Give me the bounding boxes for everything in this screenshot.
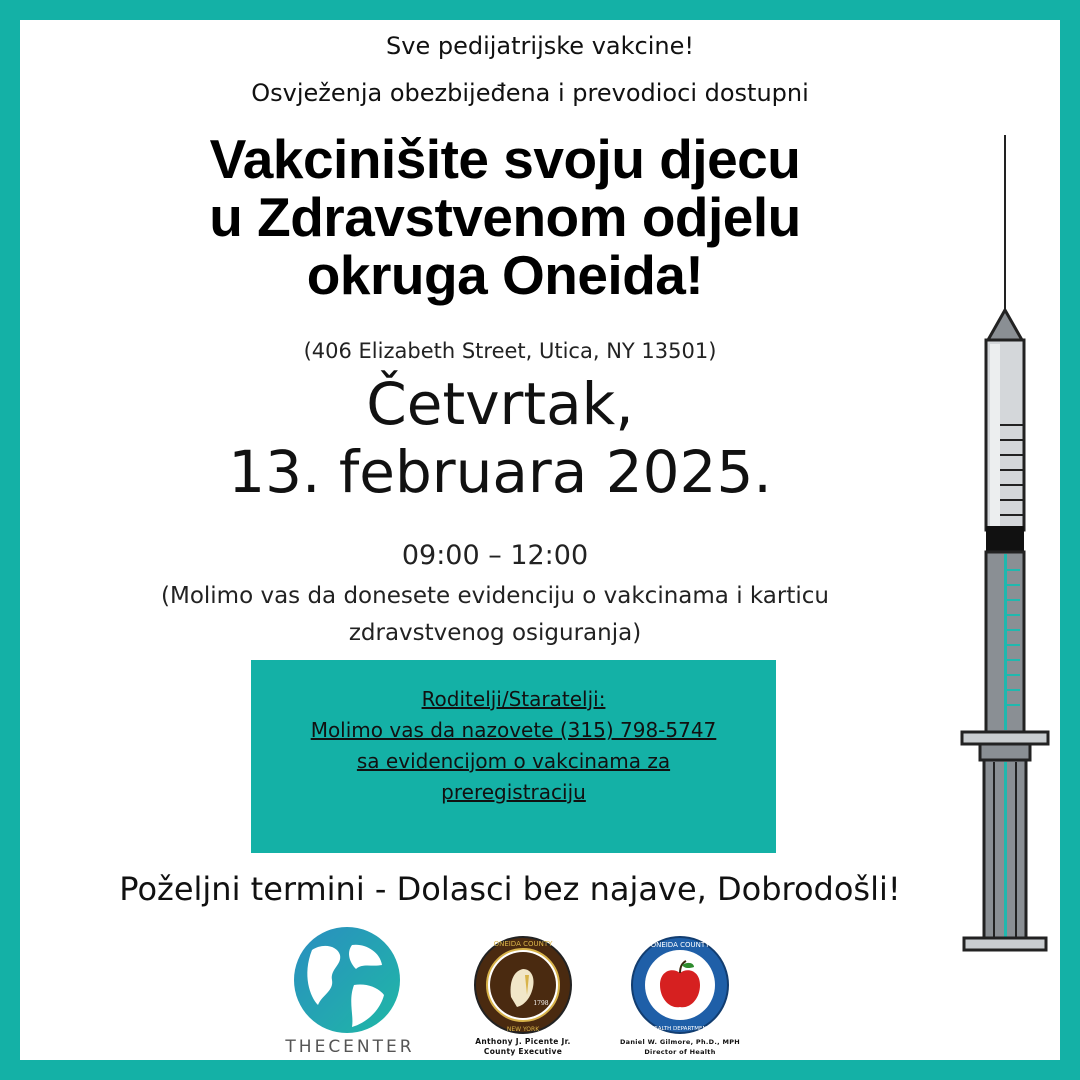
the-center-logo: [270, 925, 430, 1060]
the-center-wordmark: THECENTER: [285, 1037, 415, 1057]
director-title: Director of Health: [644, 1048, 716, 1056]
callout-text: [251, 684, 776, 808]
header-line-1: Sve pedijatrijske vakcine!: [386, 32, 694, 60]
health-department-seal-icon: [630, 935, 730, 1035]
date-weekday: Četvrtak,: [366, 370, 634, 438]
bring-records-note: [110, 578, 880, 652]
callout-line-1: Roditelji/Staratelji:: [421, 687, 606, 711]
header-line-2: Osvježenja obezbijeđena i prevodioci dostupni: [251, 79, 809, 107]
note-line-2: zdravstvenog osiguranja): [348, 620, 642, 646]
health-seal-ring-top: ONEIDA COUNTY: [650, 941, 710, 949]
callout-phone-link[interactable]: Molimo vas da nazovete (315) 798-5747: [310, 718, 717, 742]
headline: [70, 130, 940, 304]
county-executive-title: County Executive: [483, 1047, 563, 1056]
callout-line-3: sa evidencijom o vakcinama za: [356, 749, 671, 773]
county-executive-name: Anthony J. Picente Jr.: [475, 1037, 571, 1046]
director-name: Daniel W. Gilmore, Ph.D., MPH: [619, 1038, 741, 1046]
county-executive-caption: [458, 1037, 588, 1057]
director-caption: [615, 1037, 745, 1057]
headline-line-1: Vakcinišite svoju djecu: [209, 128, 801, 190]
globe-icon: [292, 925, 402, 1035]
event-time: 09:00 – 12:00: [401, 540, 589, 571]
county-seal-year: 1798: [533, 1000, 549, 1007]
health-department-logo: [615, 935, 745, 1070]
callout-line-4: preregistraciju: [441, 780, 586, 804]
oneida-county-seal-logo: [458, 935, 588, 1070]
address: (406 Elizabeth Street, Utica, NY 13501): [303, 339, 717, 363]
county-seal-ring-bottom: NEW YORK: [506, 1026, 540, 1033]
syringe-illustration: [950, 130, 1060, 960]
note-line-1: (Molimo vas da donesete evidenciju o vakcinama i karticu: [161, 583, 829, 609]
county-seal-ring-top: ONEIDA COUNTY: [493, 940, 553, 948]
headline-line-3: okruga Oneida!: [306, 244, 704, 306]
health-seal-ring-bottom: HEALTH DEPARTMENT: [650, 1026, 710, 1032]
headline-line-2: u Zdravstvenom odjelu: [209, 186, 801, 248]
walk-ins-welcome: Poželjni termini - Dolasci bez najave, Dobrodošli!: [119, 870, 901, 908]
apple-icon: [660, 970, 700, 1007]
callout-box: [251, 660, 776, 853]
county-seal-icon: [473, 935, 573, 1035]
date-full: 13. februara 2025.: [228, 438, 772, 506]
